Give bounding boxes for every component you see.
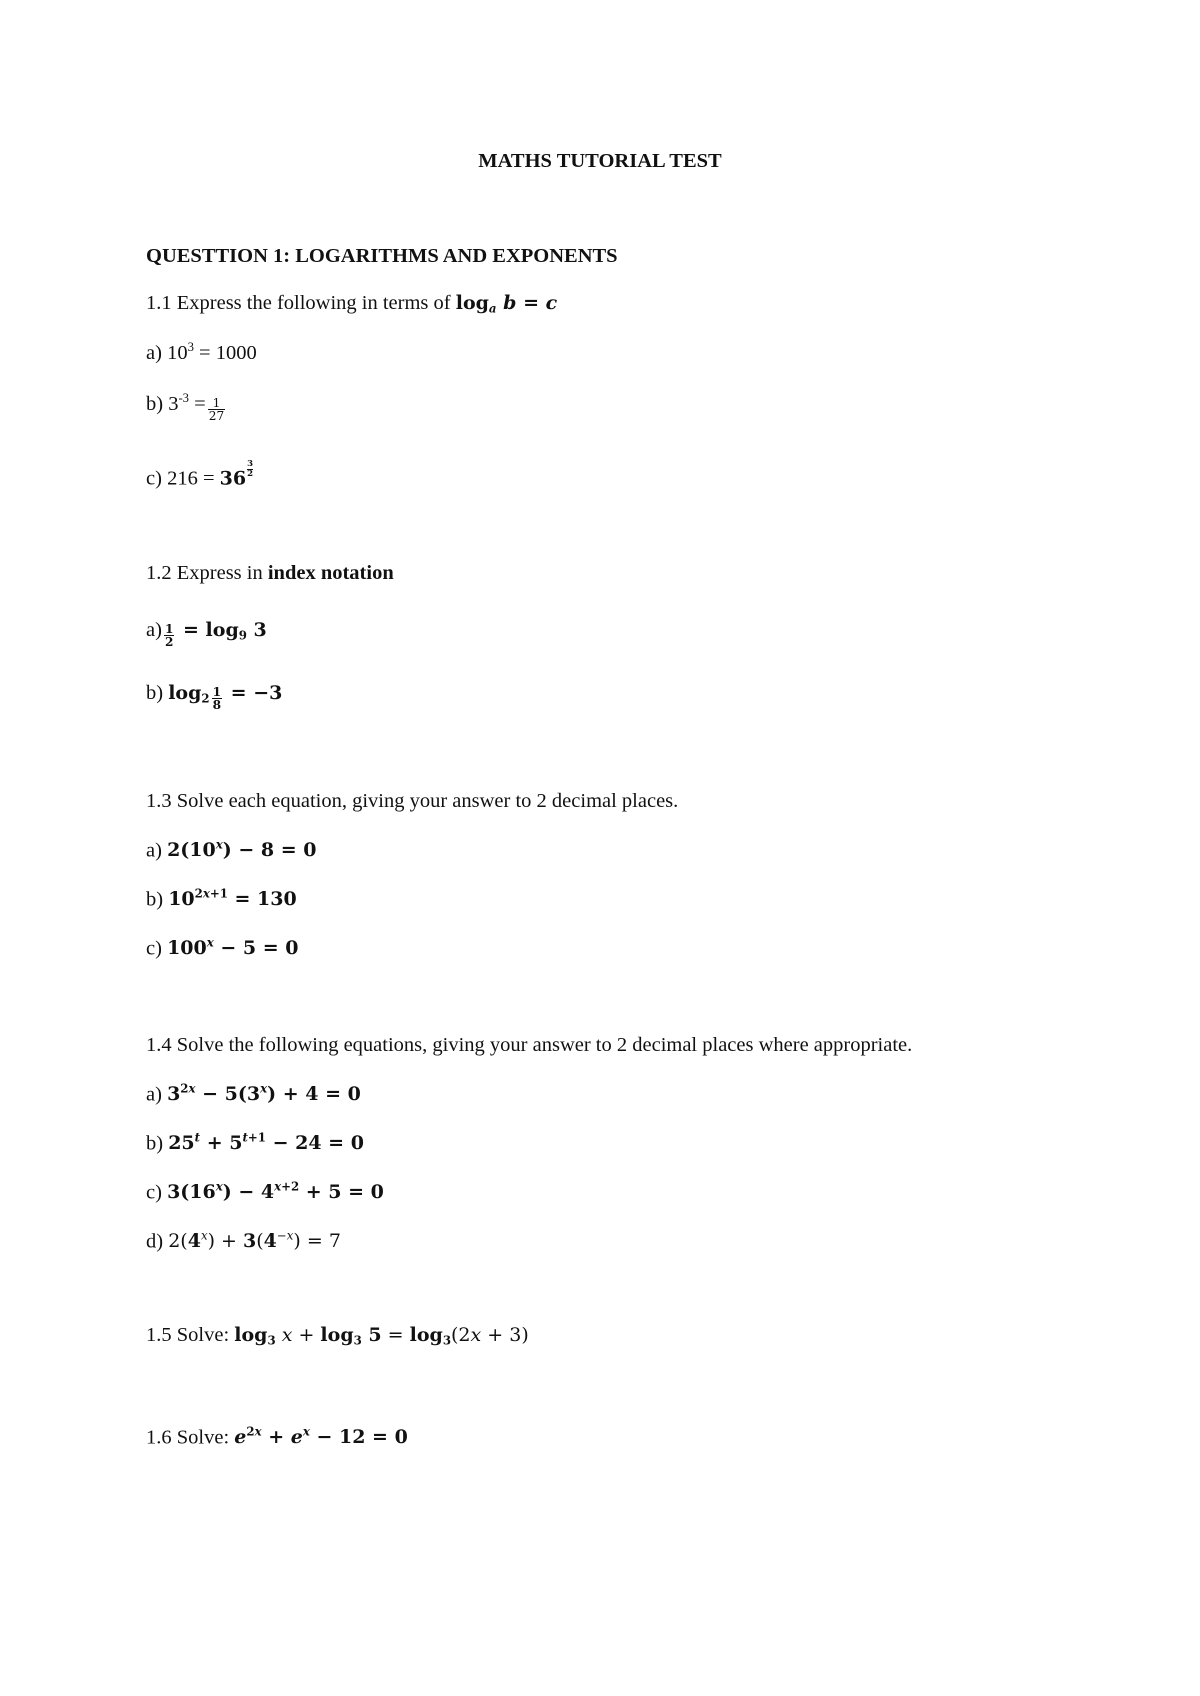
question-1-1-c: c) 216 = 36 $\frac{3}{2}$: [146, 459, 254, 490]
question-1-3-a: a) $2(10^x) - 8 = 0$: [146, 838, 317, 862]
page-title: MATHS TUTORIAL TEST: [478, 150, 722, 172]
question-1-1: [146, 293, 557, 315]
question-1-4-a: a) $3^{2x} - 5(3^x) + 4 = 0$: [146, 1082, 361, 1106]
question-1-3-b: b) $10^{2x+1} = 130$: [146, 887, 297, 911]
question-1-6: 1.6 Solve: $e^{2x} + e^x - 12 = 0$: [146, 1425, 408, 1449]
question-1-3-c: c) $100^x - 5 = 0$: [146, 936, 299, 960]
question-1-5: 1.5 Solve: log3 x + log3 5 = log3(2x + 3): [146, 1324, 529, 1348]
question-1-4: 1.4 Solve the following equations, giving your answer to 2 decimal places where appropriate.: [146, 1034, 913, 1056]
question-1-2-b: b) log2 $\frac{1}{8}$ = −3: [146, 682, 283, 713]
question-1-2-a: a) $\frac{1}{2}$ = log9 3: [146, 619, 267, 650]
question-1-4-d: d) $2(4^x) + 3(4^{-x}) = 7$: [146, 1229, 341, 1253]
section-heading: QUESTTION 1: LOGARITHMS AND EXPONENTS: [146, 245, 618, 267]
log-formula: loga b = c: [455, 292, 558, 316]
question-1-4-b: b) $25^t + 5^{t+1} - 24 = 0$: [146, 1131, 364, 1155]
question-1-1-b: b) $3^{-3}$ = $\frac{1}{27}$: [146, 391, 225, 424]
question-1-4-c: c) $3(16^x) - 4^{x+2} + 5 = 0$: [146, 1180, 384, 1204]
question-1-1-text: 1.1 Express the following in terms of: [146, 292, 451, 314]
question-1-1-a: a) $10^3 = 1000$: [146, 340, 257, 364]
question-1-3: 1.3 Solve each equation, giving your answer to 2 decimal places.: [146, 790, 679, 812]
question-1-2: 1.2 Express in index notation: [146, 562, 394, 584]
